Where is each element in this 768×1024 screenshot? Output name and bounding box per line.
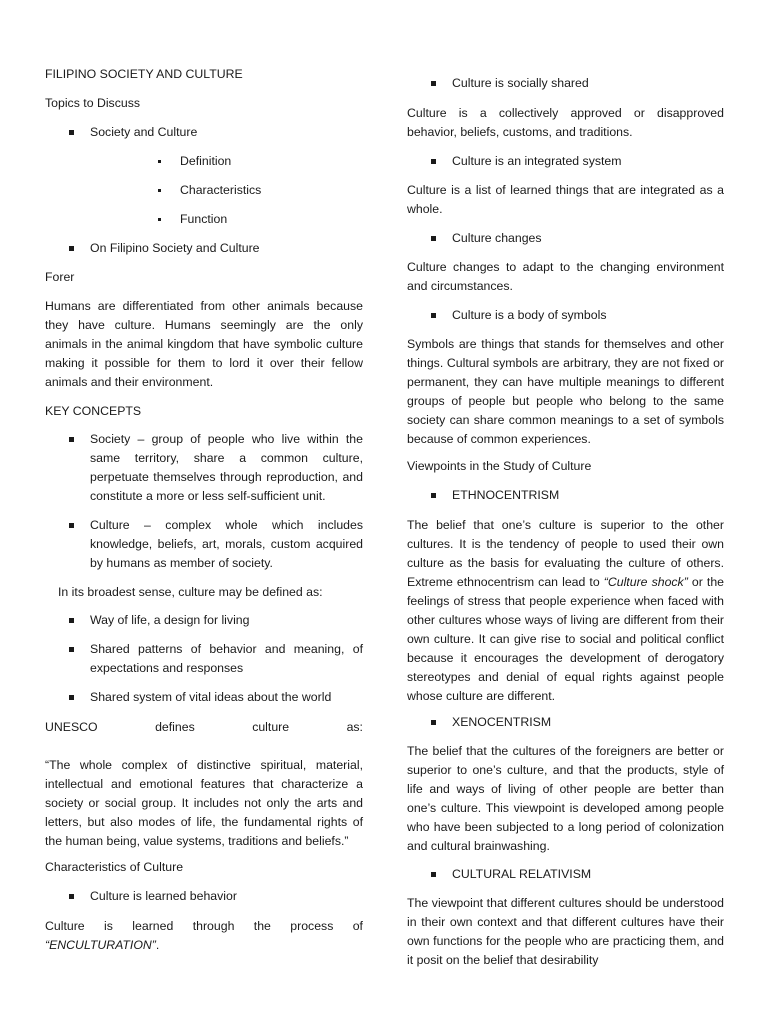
- culture-def-text: – complex whole which includes knowledge, beliefs, art, morals, custom acquired by humans as member of society.: [90, 518, 363, 570]
- society-def-text: – group of people who live within the same territory, share a common culture, perpetuate themselves through reproduction, and constitute a more or less self-sufficient unit.: [90, 432, 363, 503]
- unesco-word: culture: [252, 720, 290, 734]
- culture-changes-paragraph: Culture changes to adapt to the changing environment and circumstances.: [407, 260, 724, 293]
- unesco-word: UNESCO: [45, 720, 98, 734]
- ethnocentrism-text-2: or the feelings of stress that people experience when faced with other cultures whose ways of living are different from their own culture. It can give rise to social and political conflict because it encourages the development of derogatory stereotypes and denial of equal rights against people whose culture are different.: [407, 575, 725, 703]
- culture-definition: [45, 516, 363, 573]
- definition-shared-patterns: Shared patterns of behavior and meaning, of expectations and responses: [45, 640, 363, 678]
- society-definition: [45, 430, 363, 506]
- viewpoints-heading: Viewpoints in the Study of Culture: [407, 459, 592, 473]
- document-title: FILIPINO SOCIETY AND CULTURE: [45, 67, 243, 81]
- enculturation-period: .: [155, 938, 160, 952]
- learned-word: learned: [132, 919, 174, 933]
- ethnocentrism-heading: ETHNOCENTRISM: [407, 486, 724, 505]
- enculturation-line: [45, 936, 363, 955]
- subtopic-definition: Definition: [45, 152, 363, 171]
- definition-way-of-life: Way of life, a design for living: [45, 611, 363, 630]
- unesco-word: as:: [346, 720, 363, 734]
- key-concepts-heading: KEY CONCEPTS: [45, 404, 142, 418]
- socially-shared-paragraph: Culture is a collectively approved or disapproved behavior, beliefs, customs, and traditions.: [407, 106, 724, 139]
- culture-shock-term: “Culture shock”: [603, 575, 688, 589]
- learned-word: through: [192, 919, 235, 933]
- ethnocentrism-paragraph: [407, 516, 724, 706]
- ethnocentrism-text-1: The belief that one’s culture is superior to the other cultures. It is the tendency of people to used their own culture as the basis for evaluating the culture of others. Extreme ethnocentrism can lead to: [407, 518, 724, 589]
- cultural-relativism-heading: CULTURAL RELATIVISM: [407, 865, 724, 884]
- char-culture-changes: Culture changes: [407, 229, 724, 248]
- learned-word: Culture: [45, 919, 85, 933]
- unesco-word: defines: [155, 720, 195, 734]
- culture-term: Culture: [90, 518, 130, 532]
- subtopic-characteristics: Characteristics: [45, 181, 363, 200]
- characteristics-heading: Characteristics of Culture: [45, 860, 184, 874]
- forer-heading: Forer: [45, 270, 75, 284]
- learned-word: of: [352, 919, 363, 933]
- learned-word: process: [290, 919, 334, 933]
- broadest-sense-text: In its broadest sense, culture may be defined as:: [58, 585, 323, 599]
- forer-paragraph: Humans are differentiated from other animals because they have culture. Humans seemingly are the only animals in the animal kingdom that have symbolic culture making it possible for them to lord it over their fellow animals and their environment.: [45, 299, 363, 389]
- topic-society-culture: Society and Culture: [45, 123, 363, 142]
- char-body-of-symbols: Culture is a body of symbols: [407, 306, 724, 325]
- subtopic-function: Function: [45, 210, 363, 229]
- xenocentrism-heading: XENOCENTRISM: [407, 713, 724, 732]
- symbols-paragraph: Symbols are things that stands for themselves and other things. Cultural symbols are arbitrary, they are not fixed or permanent, they can have multiple meanings to different groups of people but people who belong to the same society can share common meanings to a set of symbols because of common experiences.: [407, 337, 724, 446]
- integrated-system-paragraph: Culture is a list of learned things that are integrated as a whole.: [407, 183, 724, 216]
- topics-heading: Topics to Discuss: [45, 96, 140, 110]
- society-term: Society: [90, 432, 131, 446]
- cultural-relativism-paragraph: The viewpoint that different cultures should be understood in their own context and that different cultures have their own functions for the people who are practicing them, and it posit on the belief that desirability: [407, 896, 724, 967]
- learned-word: is: [104, 919, 113, 933]
- unesco-quote: “The whole complex of distinctive spiritual, material, intellectual and emotional features that characterize a society or social group. It includes not only the arts and letters, but also modes of life, the fundamental rights of the human being, value systems, traditions and beliefs.”: [45, 758, 363, 848]
- topic-filipino-society: On Filipino Society and Culture: [45, 239, 363, 258]
- char-socially-shared: Culture is socially shared: [407, 74, 724, 93]
- char-integrated-system: Culture is an integrated system: [407, 152, 724, 171]
- char-learned-behavior: Culture is learned behavior: [45, 887, 363, 906]
- learned-word: the: [253, 919, 271, 933]
- xenocentrism-paragraph: The belief that the cultures of the foreigners are better or superior to one’s culture, and that the products, style of life and ways of living of other people are better than one’s culture. This viewpoint is developed among people who have been subjected to a long period of colonization and cultural brainwashing.: [407, 744, 724, 853]
- learned-line: [45, 917, 363, 936]
- definition-shared-system: Shared system of vital ideas about the world: [45, 688, 363, 707]
- enculturation-term: “ENCULTURATION”: [45, 938, 156, 952]
- unesco-line: [45, 718, 363, 737]
